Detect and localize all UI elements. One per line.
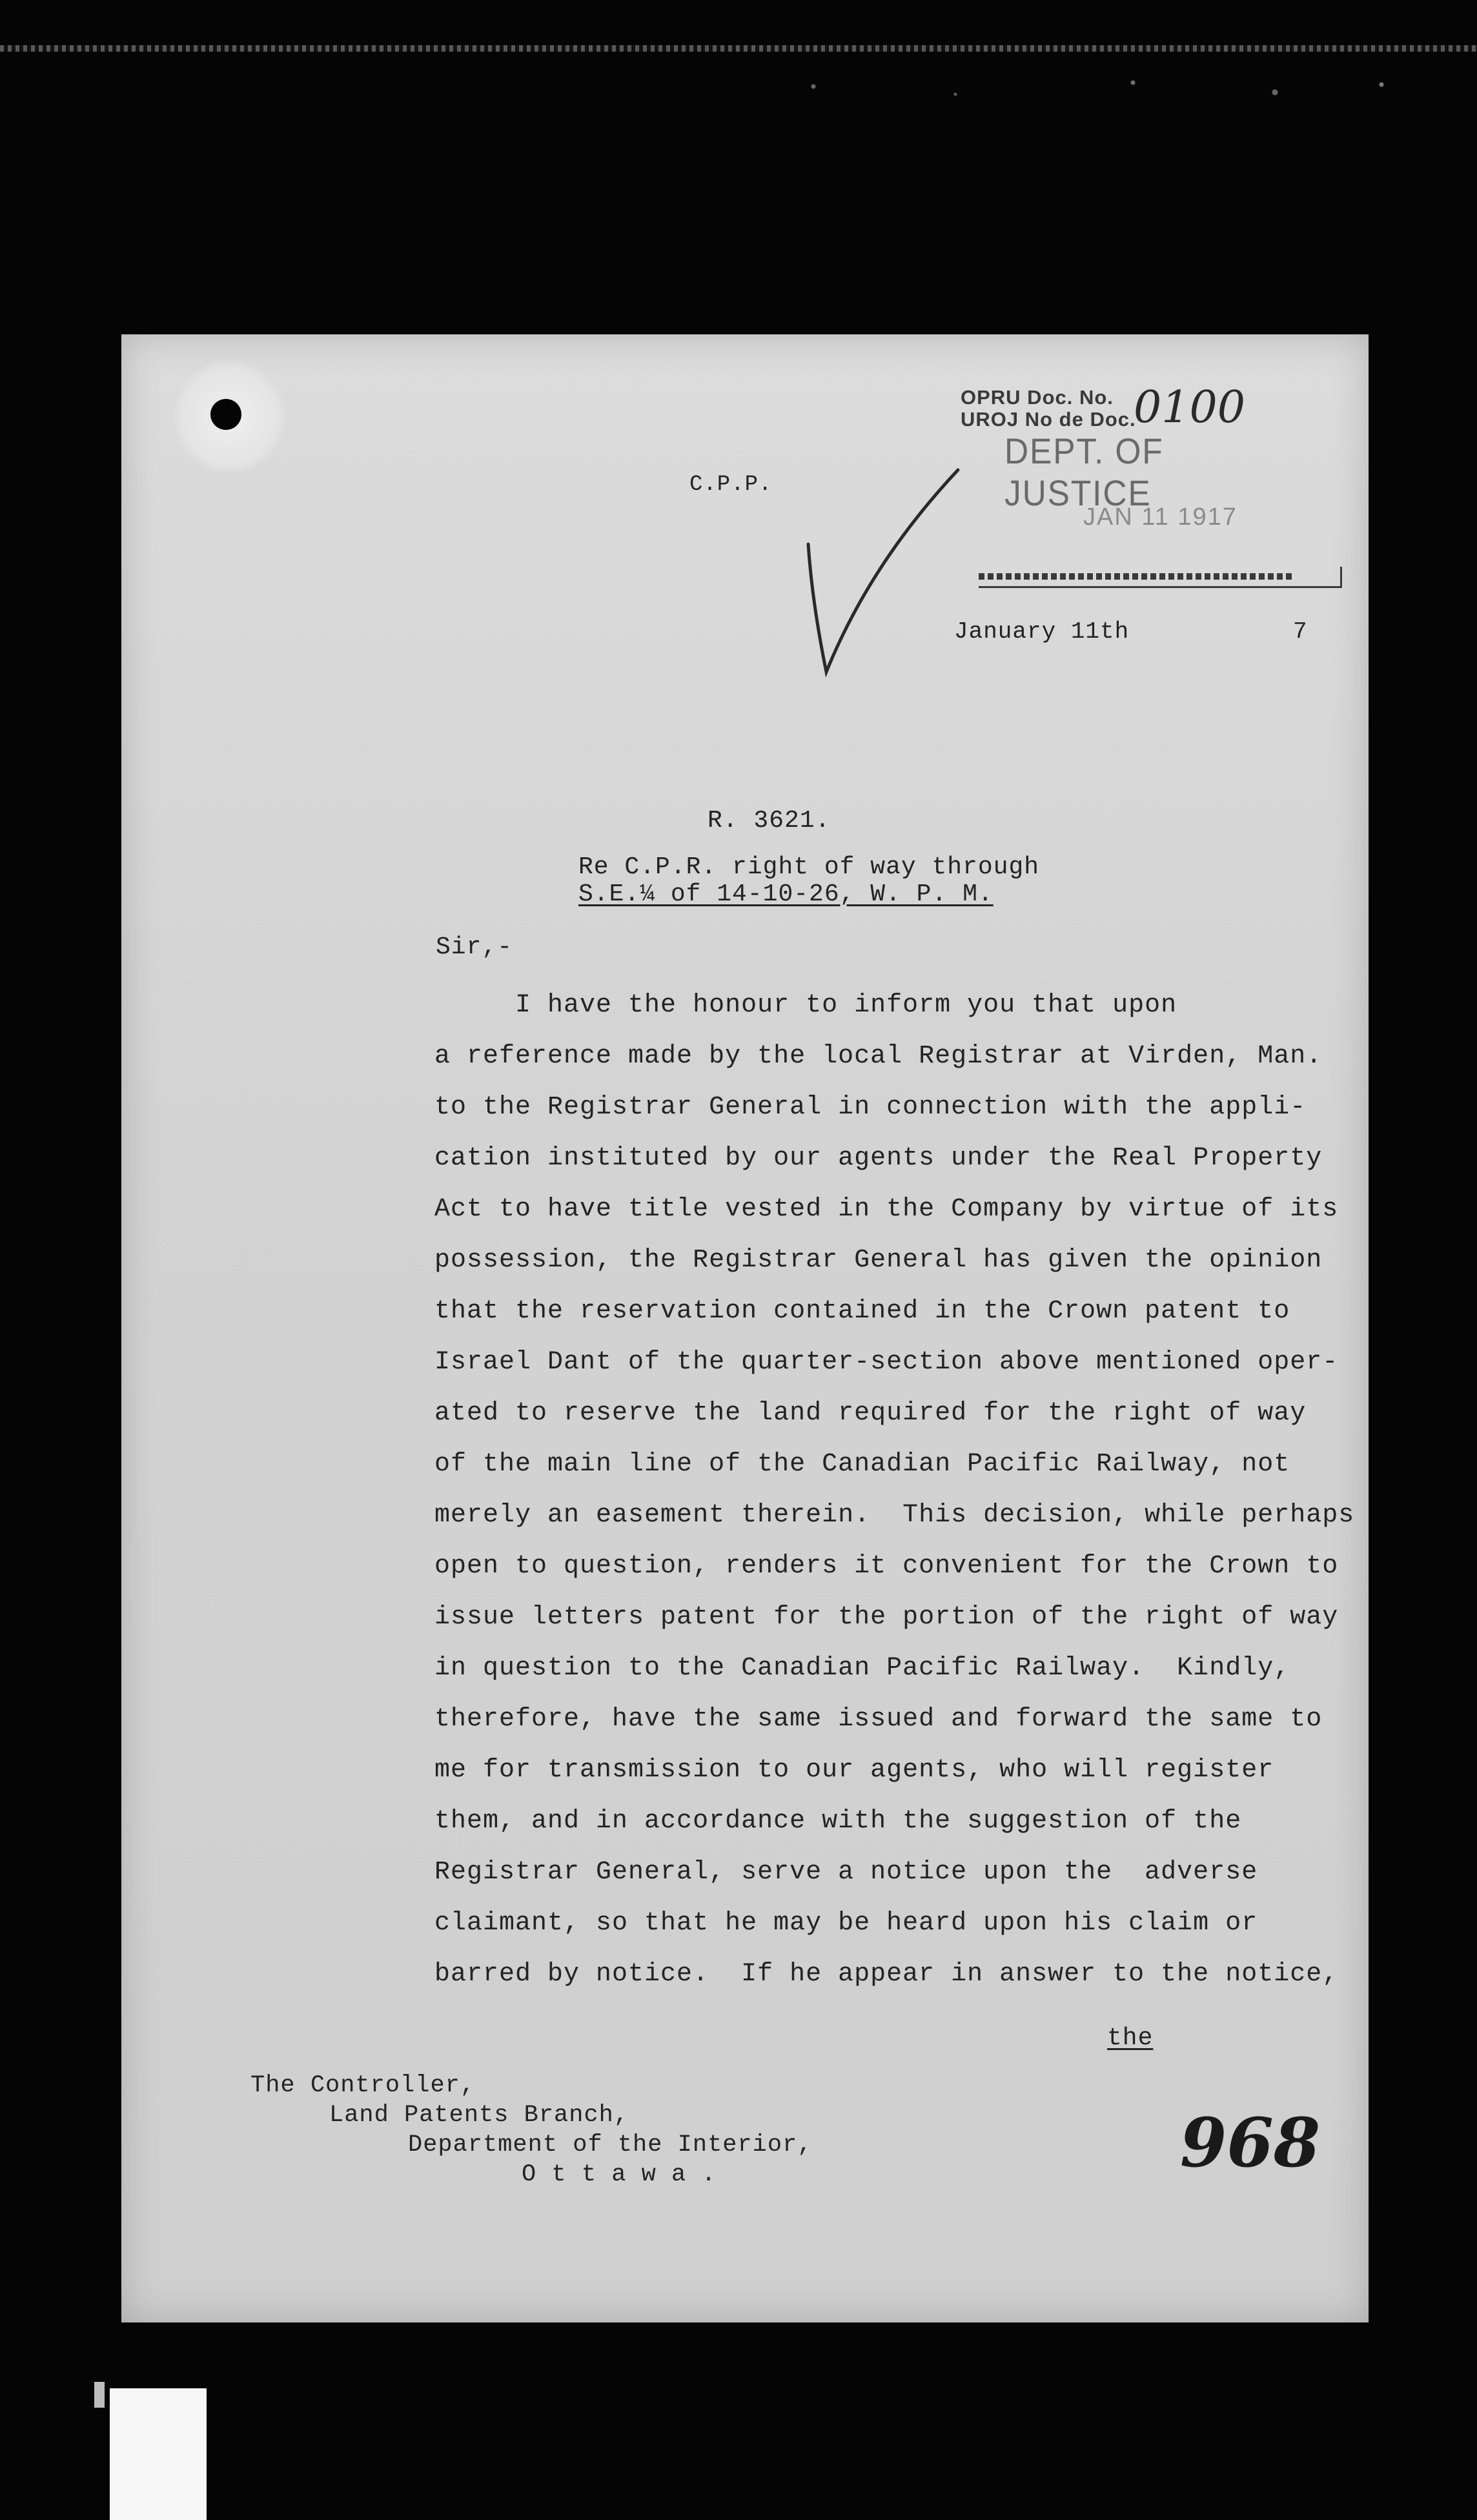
letter-initials: C.P.P. xyxy=(689,472,773,497)
body-line: Act to have title vested in the Company by virtue of its xyxy=(434,1195,1339,1224)
body-line: merely an easement therein. This decision, while perhaps xyxy=(434,1501,1355,1530)
subject-line-2: S.E.¼ of 14-10-26, W. P. M. xyxy=(578,880,993,908)
film-dust-specks xyxy=(742,71,1452,110)
body-line: open to question, renders it convenient for the Crown to xyxy=(434,1552,1339,1581)
body-line: claimant, so that he may be heard upon his claim or xyxy=(434,1909,1258,1938)
document-page xyxy=(121,334,1369,2322)
stamp-doc-number: 0100 xyxy=(1134,382,1246,433)
body-line: of the main line of the Canadian Pacific Railway, not xyxy=(434,1450,1290,1479)
handwritten-page-number: 968 xyxy=(1180,2103,1321,2182)
address-line-4: O t t a w a . xyxy=(522,2161,717,2188)
file-number: R. 3621. xyxy=(708,807,831,835)
body-line: ated to reserve the land required for the right of way xyxy=(434,1399,1307,1428)
body-line: Israel Dant of the quarter-section above mentioned oper- xyxy=(434,1348,1339,1377)
body-line: in question to the Canadian Pacific Railway. Kindly, xyxy=(434,1654,1290,1683)
letter-date-year-digit: 7 xyxy=(1293,618,1308,645)
body-line: them, and in accordance with the suggestion of the xyxy=(434,1807,1242,1836)
body-line: me for transmission to our agents, who will register xyxy=(434,1756,1274,1785)
recipient-address xyxy=(250,2071,813,2190)
checkmark-icon xyxy=(793,467,973,686)
body-line: barred by notice. If he appear in answer to the notice, xyxy=(434,1960,1339,1989)
body-line: to the Registrar General in connection with the appli- xyxy=(434,1093,1307,1122)
stamp-received-date: JAN 11 1917 xyxy=(1083,503,1238,531)
address-line-2: Land Patents Branch, xyxy=(329,2102,629,2129)
catchword: the xyxy=(1107,2024,1154,2052)
stamp-doc-no-label: OPRU Doc. No. xyxy=(961,386,1114,409)
body-line: a reference made by the local Registrar at Virden, Man. xyxy=(434,1042,1323,1071)
registry-stamp xyxy=(961,354,1348,657)
body-line: issue letters patent for the portion of the right of way xyxy=(434,1603,1339,1632)
stamp-department: DEPT. OF JUSTICE xyxy=(1004,431,1164,513)
punch-hole-icon xyxy=(210,399,241,430)
film-leader-card xyxy=(110,2388,207,2520)
body-line: I have the honour to inform you that upon xyxy=(434,991,1177,1020)
letter-body xyxy=(434,980,1354,2000)
stamp-doc-no-label-fr: UROJ No de Doc. xyxy=(961,408,1136,431)
body-line: that the reservation contained in the Crown patent to xyxy=(434,1297,1290,1326)
address-line-1: The Controller, xyxy=(250,2072,476,2099)
body-line: Registrar General, serve a notice upon the adverse xyxy=(434,1858,1258,1887)
letter-date: January 11th xyxy=(954,618,1130,645)
film-edge-perforation xyxy=(0,45,1477,52)
body-line: cation instituted by our agents under the Real Property xyxy=(434,1144,1323,1173)
film-mark xyxy=(94,2382,105,2408)
body-line: possession, the Registrar General has given the opinion xyxy=(434,1246,1323,1275)
address-line-3: Department of the Interior, xyxy=(408,2131,813,2159)
body-line: therefore, have the same issued and forward the same to xyxy=(434,1705,1323,1734)
salutation: Sir,- xyxy=(436,933,513,961)
subject-line-1: Re C.P.R. right of way through xyxy=(578,853,1040,881)
stamp-dashed-line xyxy=(979,573,1295,580)
